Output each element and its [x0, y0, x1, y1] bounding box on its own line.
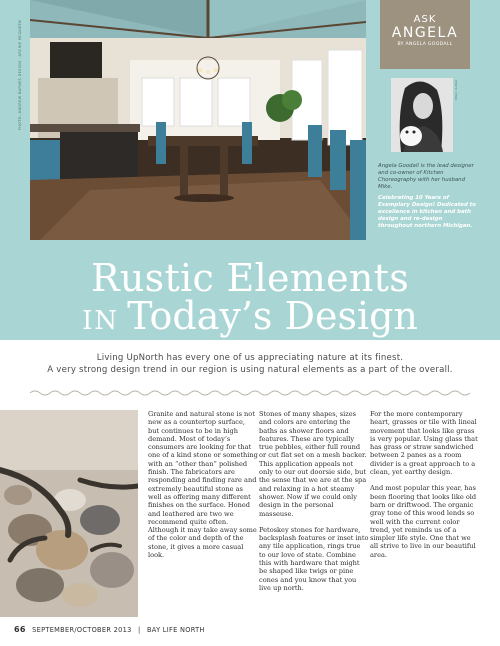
- portrait-credit: PHOTO: CYNDI: [454, 80, 458, 101]
- body-column-3: [370, 410, 480, 567]
- footer-separator: |: [138, 626, 141, 634]
- col3-paragraph-1: For the more contemporary heart, grasses or tile with lineal movement that looks like grass is very popular. Using glass that has grass or straw sandwiched between 2 panes as a room divider is a great approach to a clean, yet earthy design.: [370, 410, 478, 477]
- headline-rest: Today’s Design: [127, 294, 418, 338]
- ask-angela-label: [380, 0, 470, 69]
- body-column-1: [148, 410, 258, 567]
- issue-date: SEPTEMBER/OCTOBER 2013: [32, 626, 132, 634]
- ask-label: ASK: [413, 14, 437, 25]
- angela-label: ANGELA: [391, 25, 459, 41]
- col2-paragraph-2: Petoskey stones for hardware, backsplash features or inset into any tile application, rings true to our love of state. Combine this with hardware that might be shaped like twigs or pine cones and you know that you live up north.: [259, 525, 369, 592]
- stone-hardware-photo: [0, 410, 138, 617]
- byline: BY ANGELA GOODALL: [397, 42, 453, 47]
- page-number: 66: [14, 625, 26, 634]
- anniversary-caption: Celebrating 10 Years of Exemplary Design! Dedicated to excellence in kitchen and bath design and re-design throughout northern Michigan.: [378, 195, 476, 229]
- page-footer: [14, 625, 205, 634]
- intro-deck: [40, 352, 460, 376]
- body-column-2: [259, 410, 369, 600]
- wavy-divider: [30, 389, 470, 397]
- kitchen-dining-photo: [30, 0, 366, 240]
- col3-paragraph-2: And most popular this year, has been flooring that looks like old barn or driftwood. The organic gray tone of this wood lends so well with the current color trend, yet reminds us of a simpler life style. One that we all strive to live in our beautiful area.: [370, 484, 477, 559]
- headline-line-1: Rustic Elements: [90, 256, 410, 300]
- author-portrait: [391, 78, 453, 152]
- photo-credit: PHOTO: ANDREW BARNES DESIGN · ARCHIE MCQUEEN: [18, 20, 22, 131]
- author-bio-caption: Angela Goodall is the lead designer and co-owner of Kitchen Choreography with her husband Mike.: [378, 163, 474, 190]
- intro-line-2: A very strong design trend in our region is using natural elements as a part of the overall.: [47, 365, 453, 375]
- magazine-name: BAY LIFE NORTH: [146, 626, 205, 634]
- headline-line-2: [0, 296, 500, 341]
- col1-paragraph-1: Granite and natural stone is not new as a countertop surface, but continues to be in high demand. Most of today’s consumers are looking for that one of a kind stone or something with an “other than” polished finish. The fabricators are responding and finding rare and extremely beautiful stone as well as offering many different finishes on the surface. Honed and leathered are two we recommend quite often. Although it may take away some of the color and depth of the stone, it gives a more casual look.: [148, 410, 258, 560]
- headline-in: IN: [82, 306, 120, 336]
- intro-line-1: Living UpNorth has every one of us appreciating nature at its finest.: [96, 353, 404, 363]
- col2-paragraph-1: Stones of many shapes, sizes and colors are entering the baths as shower floors and features. These are typically true pebbles, either full round or cut flat set on a mesh backer. This application appeals not only to our out doorsie side, but the sense that we are at the spa and relaxing in a hot steamy shower. Now if we could only design in the personal masseuse.: [259, 410, 367, 518]
